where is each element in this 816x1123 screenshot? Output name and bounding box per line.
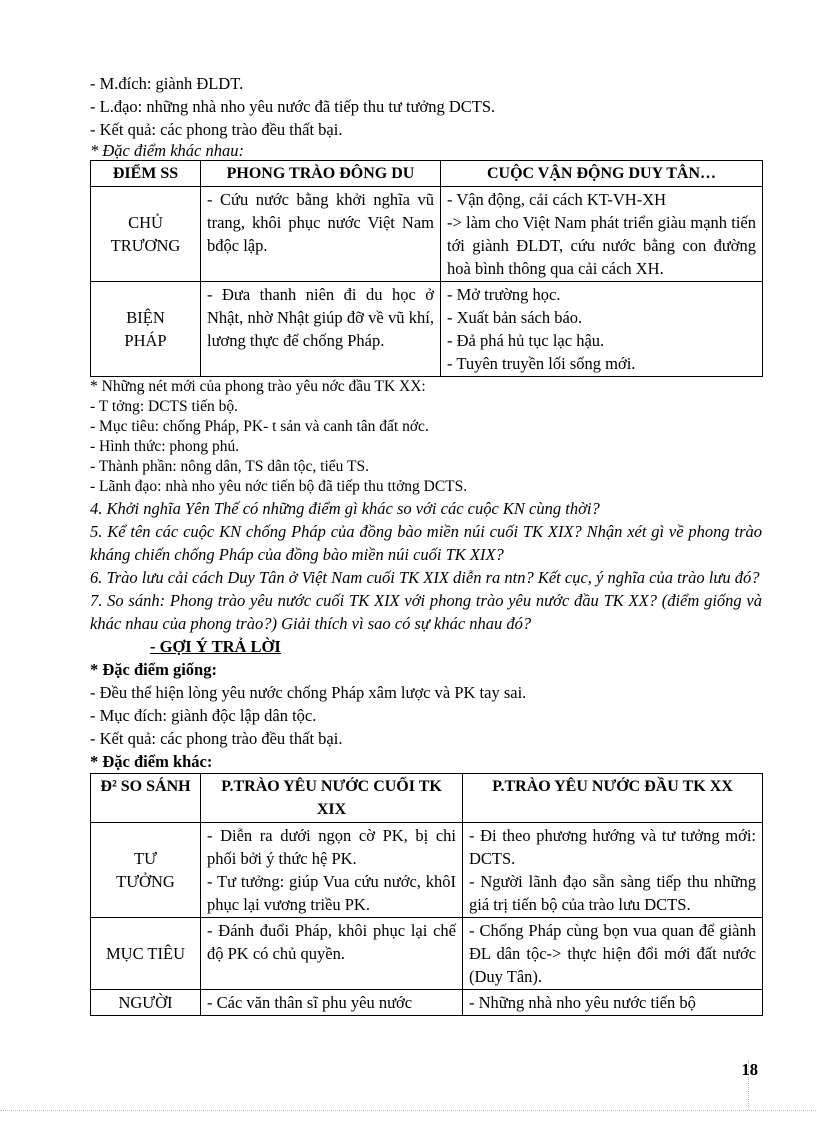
row-label bbox=[91, 282, 201, 377]
row-label bbox=[91, 823, 201, 918]
table1-header-row bbox=[91, 161, 763, 187]
cell-text: - Cứu nước bằng khởi nghĩa vũ trang, khôi phục nước Việt Nam bđộc lập. bbox=[207, 190, 434, 255]
margin-guide bbox=[748, 1060, 749, 1110]
cell-text: - Tuyên truyền lối sống mới. bbox=[447, 354, 636, 373]
new-points-line: * Những nét mới của phong trào yêu nớc đầu TK XX: bbox=[90, 378, 426, 395]
question-6: 6. Trào lưu cải cách Duy Tân ở Việt Nam cuối TK XIX diễn ra ntn? Kết cục, ý nghĩa của trào lưu đó? bbox=[90, 568, 760, 587]
table-cell bbox=[463, 918, 763, 990]
row-label-line: NGƯỜI bbox=[118, 993, 173, 1012]
cell-text: - Chống Pháp cùng bọn vua quan để giành ĐL dân tộc-> thực hiện đổi mới đất nước (Duy Tân). bbox=[469, 921, 756, 986]
same-point: - Kết quả: các phong trào đều thất bại. bbox=[90, 729, 343, 748]
cell-text: - Những nhà nho yêu nước tiến bộ bbox=[469, 993, 696, 1012]
comparison-table-1 bbox=[90, 160, 763, 377]
question-7: 7. So sánh: Phong trào yêu nước cuối TK XIX với phong trào yêu nước đầu TK XX? (điểm giống và khác nhau của phong trào?) Giải thích vì sao có sự khác nhau đó? bbox=[90, 591, 762, 633]
intro-line-2: - L.đạo: những nhà nho yêu nước đã tiếp thu tư tưởng DCTS. bbox=[90, 97, 496, 116]
cell-text: - Diễn ra dưới ngọn cờ PK, bị chi phối bởi ý thức hệ PK. bbox=[207, 826, 456, 868]
table2-header: P.TRÀO YÊU NƯỚC ĐẦU TK XX bbox=[463, 774, 763, 823]
cell-text: -> làm cho Việt Nam phát triển giàu mạnh tiến tới giành ĐLDT, cứu nước bằng con đường hoà bình thông qua cải cách XH. bbox=[447, 213, 756, 278]
row-label-line: TRƯƠNG bbox=[110, 236, 181, 255]
row-label bbox=[91, 990, 201, 1016]
page-bottom-guide bbox=[0, 1110, 816, 1111]
table-cell bbox=[201, 990, 463, 1016]
table-cell bbox=[201, 282, 441, 377]
table-cell bbox=[201, 918, 463, 990]
cell-text: - Đi theo phương hướng và tư tưởng mới: DCTS. bbox=[469, 826, 756, 868]
cell-text: - Tư tưởng: giúp Vua cứu nước, khôI phục lại vương triều PK. bbox=[207, 872, 456, 914]
table-cell bbox=[463, 823, 763, 918]
table-cell bbox=[441, 187, 763, 282]
cell-text: - Mở trường học. bbox=[447, 285, 561, 304]
table2-header: P.TRÀO YÊU NƯỚC CUỐI TK XIX bbox=[201, 774, 463, 823]
intro-line-3: - Kết quả: các phong trào đều thất bại. bbox=[90, 120, 343, 139]
question-5: 5. Kể tên các cuộc KN chống Pháp của đồng bào miền núi cuối TK XIX? Nhận xét gì về phong trào kháng chiến chống Pháp của đồng bào miền núi cuối TK XIX? bbox=[90, 522, 762, 564]
cell-text: - Đánh đuổi Pháp, khôi phục lại chế độ PK có chủ quyền. bbox=[207, 921, 456, 963]
row-label bbox=[91, 918, 201, 990]
table-row bbox=[91, 990, 763, 1016]
cell-text: - Đả phá hủ tục lạc hậu. bbox=[447, 331, 605, 350]
row-label-line: TƯỞNG bbox=[116, 872, 175, 891]
document-page bbox=[90, 72, 762, 1016]
new-points-line: - Mục tiêu: chống Pháp, PK- t sản và canh tân đất nớc. bbox=[90, 418, 429, 435]
same-point: - Mục đích: giành độc lập dân tộc. bbox=[90, 706, 317, 725]
table1-header: ĐIỂM SS bbox=[91, 161, 201, 187]
table-cell bbox=[201, 187, 441, 282]
row-label-line: PHÁP bbox=[124, 331, 167, 350]
cell-text: - Người lãnh đạo sẵn sàng tiếp thu những giá trị tiến bộ của trào lưu DCTS. bbox=[469, 872, 756, 914]
page-number: 18 bbox=[741, 1060, 758, 1079]
same-heading: * Đặc điểm giống: bbox=[90, 660, 217, 679]
cell-text: - Xuất bản sách báo. bbox=[447, 308, 583, 327]
cell-text: - Đưa thanh niên đi du học ở Nhật, nhờ Nhật giúp đỡ về vũ khí, lương thực để chống Pháp. bbox=[207, 285, 434, 350]
same-point: - Đều thể hiện lòng yêu nước chống Pháp xâm lược và PK tay sai. bbox=[90, 683, 527, 702]
table-row bbox=[91, 823, 763, 918]
table2-header: Đ² SO SÁNH bbox=[91, 774, 201, 823]
comparison-table-2 bbox=[90, 773, 763, 1016]
row-label-line: TƯ bbox=[134, 849, 157, 868]
table-row bbox=[91, 187, 763, 282]
answer-title: - GỢI Ý TRẢ LỜI bbox=[150, 637, 281, 656]
intro-line-1: - M.đích: giành ĐLDT. bbox=[90, 74, 244, 93]
new-points-line: - Thành phần: nông dân, TS dân tộc, tiểu TS. bbox=[90, 458, 369, 475]
question-4: 4. Khởi nghĩa Yên Thế có những điểm gì khác so với các cuộc KN cùng thời? bbox=[90, 499, 600, 518]
cell-text: - Vận động, cải cách KT-VH-XH bbox=[447, 190, 667, 209]
table-cell bbox=[463, 990, 763, 1016]
table-row bbox=[91, 918, 763, 990]
row-label-line: MỤC TIÊU bbox=[106, 944, 185, 963]
table2-header-row bbox=[91, 774, 763, 823]
diff-heading: * Đặc điểm khác nhau: bbox=[90, 141, 244, 160]
new-points-line: - T tởng: DCTS tiến bộ. bbox=[90, 398, 238, 415]
table1-header: PHONG TRÀO ĐÔNG DU bbox=[201, 161, 441, 187]
table-row bbox=[91, 282, 763, 377]
diff-heading-2: * Đặc điểm khác: bbox=[90, 752, 213, 771]
cell-text: - Các văn thân sĩ phu yêu nước bbox=[207, 993, 413, 1012]
table-cell bbox=[441, 282, 763, 377]
table-cell bbox=[201, 823, 463, 918]
row-label bbox=[91, 187, 201, 282]
row-label-line: CHỦ bbox=[128, 213, 163, 232]
new-points-line: - Lãnh đạo: nhà nho yêu nớc tiến bộ đã tiếp thu ttởng DCTS. bbox=[90, 478, 468, 495]
row-label-line: BIỆN bbox=[126, 308, 165, 327]
table1-header: CUỘC VẬN ĐỘNG DUY TÂN… bbox=[441, 161, 763, 187]
new-points-line: - Hình thức: phong phú. bbox=[90, 438, 240, 455]
